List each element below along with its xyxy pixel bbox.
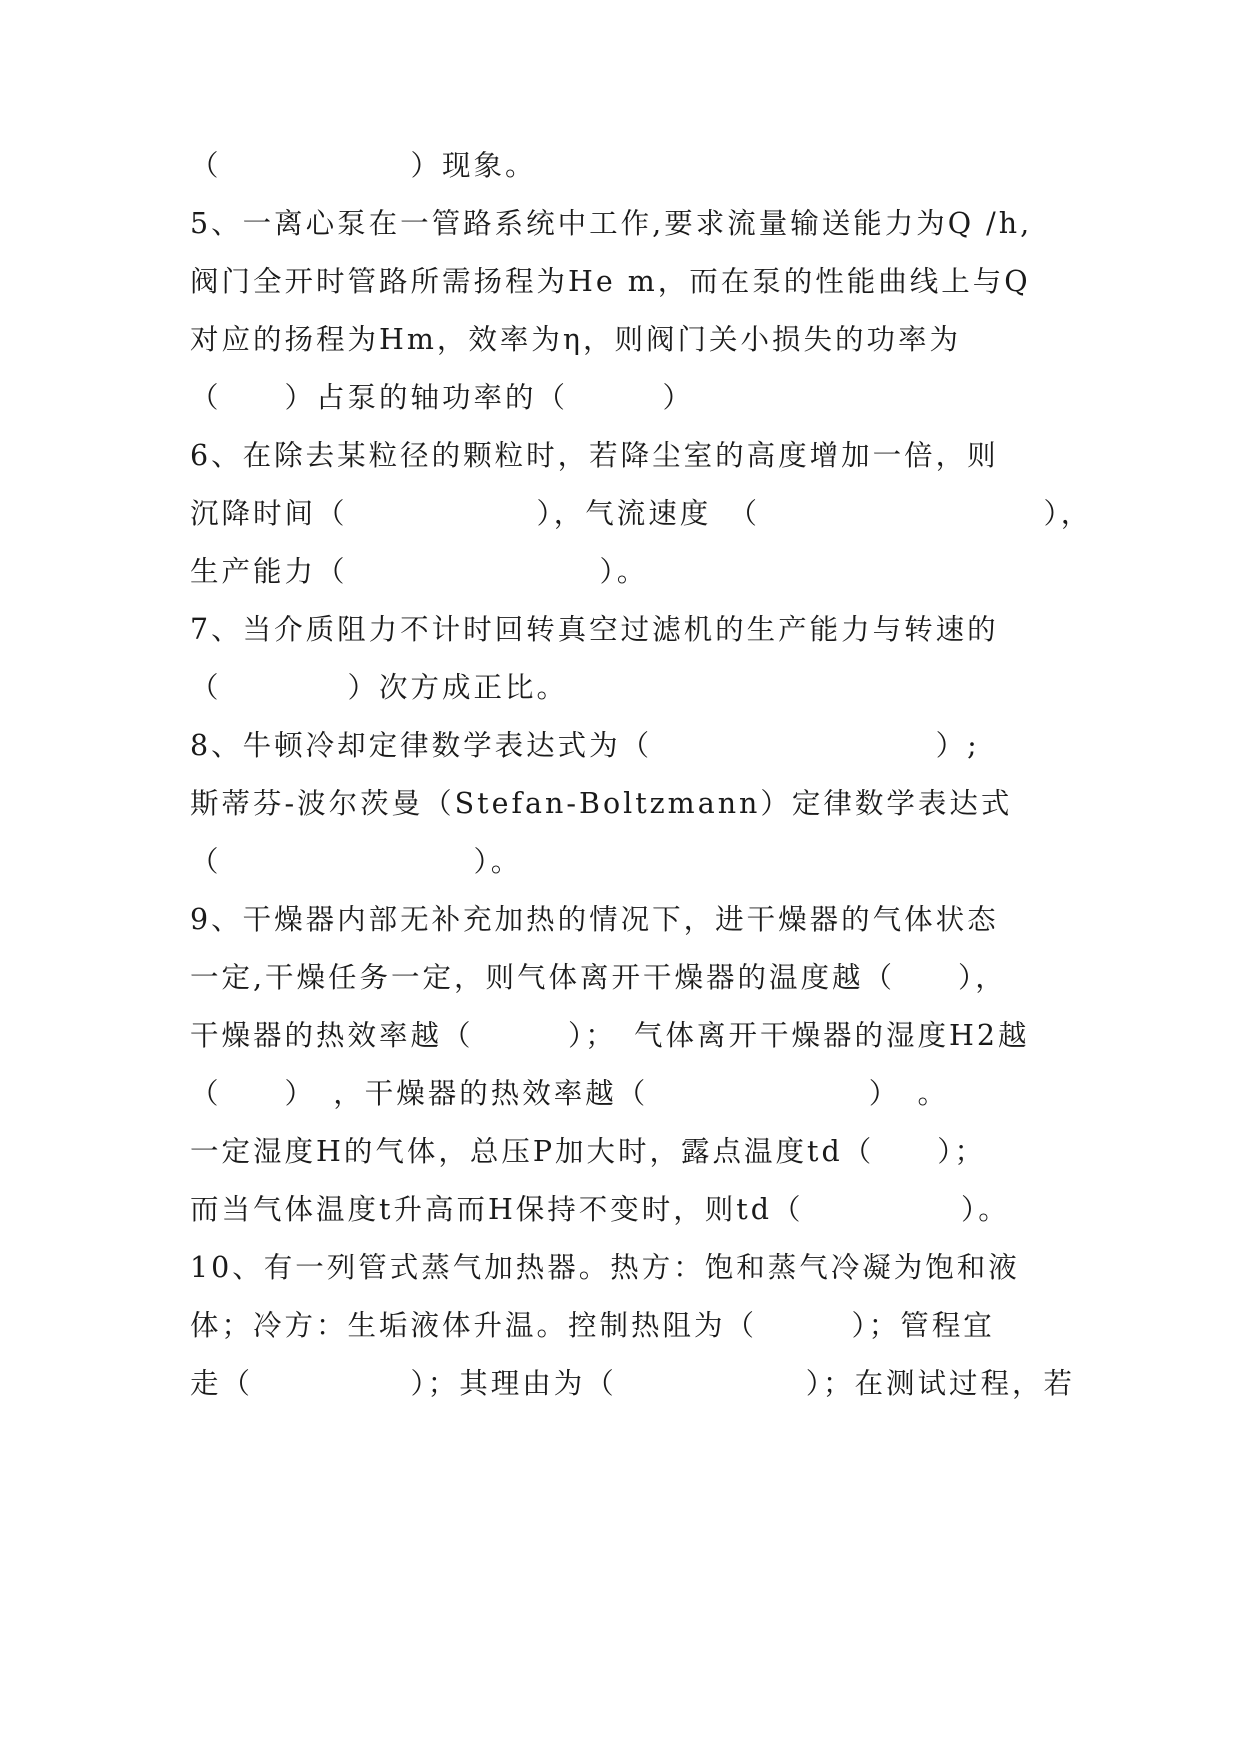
text-line: 5、一离心泵在一管路系统中工作,要求流量输送能力为Q /h, [190,207,1033,240]
text-line: 体；冷方：生垢液体升温。控制热阻为（ ）；管程宜 [190,1309,995,1342]
text-line: 8、牛顿冷却定律数学表达式为（ ）; [190,729,980,762]
text-line: 干燥器的热效率越（ ）； 气体离开干燥器的湿度H2越 [190,1019,1030,1052]
text-line: 斯蒂芬-波尔茨曼（Stefan-Boltzmann）定律数学表达式 [190,787,1013,820]
text-line: 一定,干燥任务一定，则气体离开干燥器的温度越（ ）， [190,961,1007,994]
text-line: 10、有一列管式蒸气加热器。热方：饱和蒸气冷凝为饱和液 [190,1251,1020,1284]
text-line: （ ） ，干燥器的热效率越（ ） 。 [190,1077,950,1110]
text-line: 沉降时间（ ），气流速度 （ ）， [190,497,1093,530]
text-line: 9、干燥器内部无补充加热的情况下，进干燥器的气体状态 [190,903,999,936]
text-line: 走（ ）；其理由为（ ）；在测试过程，若 [190,1367,1076,1400]
text-line: 生产能力（ ）。 [190,555,649,588]
text-line: 阀门全开时管路所需扬程为He m，而在泵的性能曲线上与Q [190,265,1031,298]
text-line: （ ）。 [190,845,523,878]
text-line: 6、在除去某粒径的颗粒时，若降尘室的高度增加一倍，则 [190,439,999,472]
text-line: （ ）占泵的轴功率的（ ） [190,381,695,414]
text-line: 7、当介质阻力不计时回转真空过滤机的生产能力与转速的 [190,613,999,646]
text-line: 对应的扬程为Hm，效率为η，则阀门关小损失的功率为 [190,323,961,356]
text-line: （ ）次方成正比。 [190,671,569,704]
text-line: 一定湿度H的气体，总压P加大时，露点温度td（ ）； [190,1135,986,1168]
text-line: （ ）现象。 [190,149,537,182]
text-line: 而当气体温度t升高而H保持不变时，则td（ ）。 [190,1193,1010,1226]
